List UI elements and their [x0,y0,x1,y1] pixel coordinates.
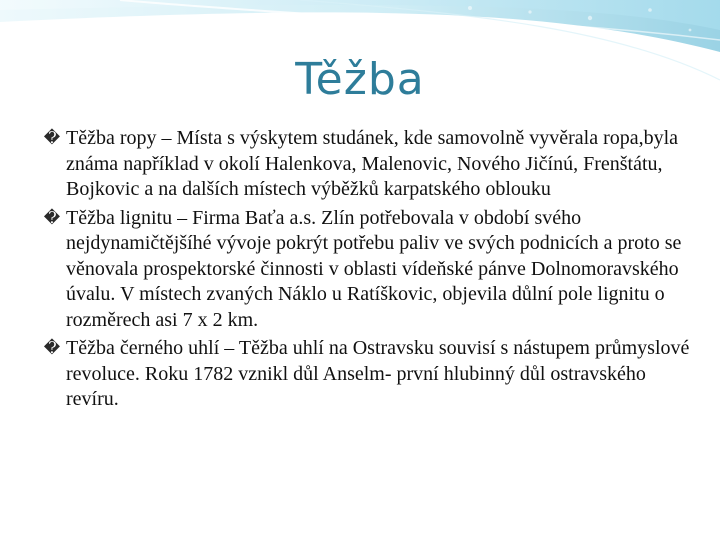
replacement-char-icon: � [43,209,61,227]
bullet-item [42,336,692,413]
replacement-char-icon: � [43,340,61,357]
bullet-text: Těžba lignitu – Firma Baťa a.s. Zlín potřebovala v období svého nejdynamičtějšíhé vývoje pokrýt potřebu paliv ve svých podnicích a proto se věnovala prospektorské činnosti v oblasti vídeňské pánve Dolnomoravského úvalu. V místech zvaných Náklo u Ratíškovic, objevila důlní pole lignitu o rozměrech asi 7 x 2 km. [66,206,682,331]
bullet-item [42,206,692,334]
slide-title: Těžba [295,54,425,105]
bullet-text: Těžba černého uhlí – Těžba uhlí na Ostravsku souvisí s nástupem průmyslové revoluce. Roku 1782 vznikl důl Anselm- první hlubinný důl ostravského revíru. [66,337,690,410]
replacement-char-icon: � [43,130,61,147]
slide-body [42,126,692,416]
bullet-text: Těžba ropy – Místa s výskytem studánek, kde samovolně vyvěrala ropa,byla známa například v okolí Halenkova, Malenovic, Nového Jičínú, Frenštátu, Bojkovic a na dalších místech výběžků karpatského oblouku [66,127,679,200]
bullet-item [42,126,692,203]
